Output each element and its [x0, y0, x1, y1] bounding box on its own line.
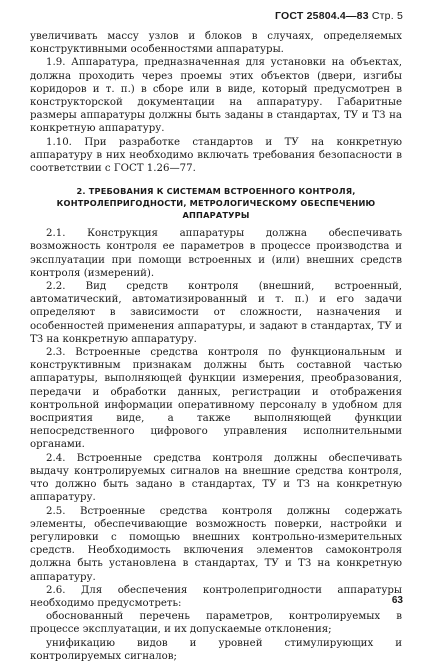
- paragraph-1-10: 1.10. При разработке стандартов и ТУ на конкретную аппаратуру в них необходимо включать требования безопасности в соответствии с ГОСТ 1.26—77.: [30, 136, 402, 175]
- list-item-parameters: обоснованный перечень параметров, контролируемых в процессе эксплуатации, и их допускаемые отклонения;: [30, 611, 402, 636]
- paragraph-2-6: 2.6. Для обеспечения контролепригодности аппаратуры необходимо предусмотреть:: [30, 584, 402, 609]
- paragraph-2-2: 2.2. Вид средств контроля (внешний, встроенный, автоматический, автоматизированный и т. п.) и его задачи определяют в зависимости от сложности, назначения и особенностей применения аппаратуры, и задают в стандартах, ТУ и ТЗ на конкретную аппаратуру.: [30, 281, 402, 345]
- page-number: 63: [391, 595, 403, 606]
- paragraph-2-5: 2.5. Встроенные средства контроля должны содержать элементы, обеспечивающие возможность поверки, настройки и регулировки с помощью внешних контрольно-измерительных средств. Необходимость включения элементов самоконтроля должна быть установлена в стандартах, ТУ и ТЗ на конкретную аппаратуру.: [30, 505, 402, 583]
- list-item-unification: унификацию видов и уровней стимулирующих и контролируемых сигналов;: [30, 637, 402, 662]
- body-text: [30, 30, 402, 663]
- paragraph-2-3: 2.3. Встроенные средства контроля по функциональным и конструктивным признакам должны быть составной частью аппаратуры, выполняющей функции измерения, преобразования, передачи и обработки данных, регистрации и отображения контрольной информации оперативному персоналу в удобном для восприятия виде, а также выполняющей функции непосредственного цифрового управления исполнительными органами.: [30, 347, 402, 451]
- page-header: [275, 10, 403, 22]
- paragraph-continuation: увеличивать массу узлов и блоков в случаях, определяемых конструктивными особенностями аппаратуры.: [30, 31, 402, 56]
- paragraph-2-1: 2.1. Конструкция аппаратуры должна обеспечивать возможность контроля ее параметров в процессе производства и эксплуатации при помощи встроенных и (или) внешних средств контроля (измерений).: [30, 228, 402, 279]
- standard-number: ГОСТ 25804.4—83: [274, 10, 369, 22]
- section-heading: 2. ТРЕБОВАНИЯ К СИСТЕМАМ ВСТРОЕННОГО КОНТРОЛЯ, КОНТРОЛЕПРИГОДНОСТИ, МЕТРОЛОГИЧЕСКОМУ ОБЕСПЕЧЕНИЮ АППАРАТУРЫ: [56, 186, 376, 221]
- page-label: Стр. 5: [371, 10, 403, 22]
- paragraph-1-9: 1.9. Аппаратура, предназначенная для установки на объектах, должна проходить через проемы этих объектов (двери, изгибы коридоров и т. п.) в сборе или в виде, который предусмотрен в конструкторской документации на аппаратуру. Габаритные размеры аппаратуры должны быть заданы в стандартах, ТУ и ТЗ на конкретную аппаратуру.: [30, 57, 402, 135]
- paragraph-2-4: 2.4. Встроенные средства контроля должны обеспечивать выдачу контролируемых сигналов на внешние средства контроля, что должно быть задано в стандартах, ТУ и ТЗ на конкретную аппаратуру.: [30, 452, 402, 504]
